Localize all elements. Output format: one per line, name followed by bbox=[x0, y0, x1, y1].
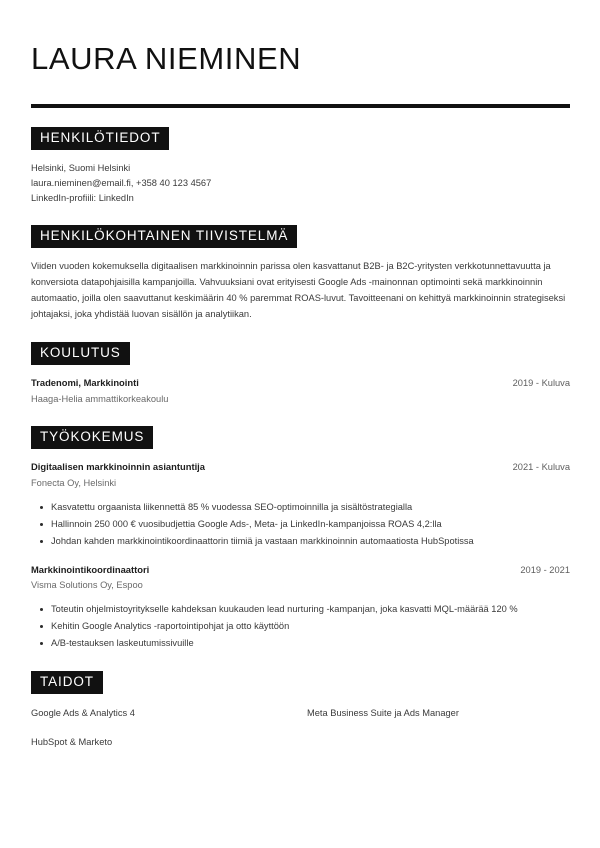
section-experience bbox=[31, 426, 569, 652]
experience-entry bbox=[31, 563, 569, 653]
section-heading-skills: TAIDOT bbox=[31, 671, 103, 694]
experience-entry bbox=[31, 460, 569, 550]
list-item: Kasvatettu orgaanista liikennettä 85 % vuodessa SEO-optimoinnilla ja sisältöstrategialla bbox=[51, 500, 570, 516]
list-item: Johdan kahden markkinointikoordinaattorin tiimiä ja vastaan markkinoinnin automaatiosta HubSpotissa bbox=[51, 534, 570, 550]
experience-job-title: Markkinointikoordinaattori bbox=[31, 563, 150, 575]
skills-row bbox=[31, 735, 570, 750]
experience-entry-head bbox=[31, 460, 570, 475]
skill-item: HubSpot & Marketo bbox=[31, 737, 113, 748]
experience-date: 2021 - Kuluva bbox=[512, 461, 570, 472]
section-contact bbox=[31, 127, 569, 206]
section-heading-experience: TYÖKOKEMUS bbox=[31, 426, 153, 449]
experience-entry-head bbox=[31, 563, 570, 578]
page-title: LAURA NIEMINEN bbox=[31, 41, 302, 76]
section-heading-education: KOULUTUS bbox=[31, 342, 130, 365]
section-heading-summary: HENKILÖKOHTAINEN TIIVISTELMÄ bbox=[31, 225, 297, 248]
skill-item bbox=[307, 735, 583, 750]
list-item: Hallinnoin 250 000 € vuosibudjettia Google Ads-, Meta- ja LinkedIn-kampanjoissa ROAS 4,2:lla bbox=[51, 517, 570, 533]
experience-company: Visma Solutions Oy, Espoo bbox=[31, 580, 143, 591]
section-education bbox=[31, 342, 569, 407]
skill-item: Meta Business Suite ja Ads Manager bbox=[307, 708, 459, 719]
section-skills bbox=[31, 671, 569, 750]
skill-item: Google Ads & Analytics 4 bbox=[31, 708, 135, 719]
experience-bullet-list bbox=[31, 500, 570, 550]
contact-line-location: Helsinki, Suomi Helsinki bbox=[31, 162, 131, 173]
section-summary bbox=[31, 225, 569, 323]
list-item: Kehitin Google Analytics -raportointipohjat ja otto käyttöön bbox=[51, 619, 570, 635]
experience-date: 2019 - 2021 bbox=[520, 564, 570, 575]
section-heading-contact: HENKILÖTIEDOT bbox=[31, 127, 169, 150]
header bbox=[31, 0, 569, 108]
header-divider bbox=[31, 104, 570, 108]
experience-company: Fonecta Oy, Helsinki bbox=[31, 477, 117, 488]
summary-text: Viiden vuoden kokemuksella digitaalisen markkinoinnin parissa olen kasvattanut B2B- ja B2C-yritysten verkkotunnettavuutta ja konversiota datapohjaisilla kampanjoilla. Vahvuuksiani ovat erityisesti Google Ads -mainonnan optimointi sekä markkinoinnin automaatio, joilla olen saavuttanut keskimäärin 40 % paremmat ROAS-luvut. Tavoitteenani on kehittyä markkinoinnin strategiseksi johtajaksi, joka yhdistää luovan sisällön ja analytiikan. bbox=[31, 261, 566, 319]
education-date: 2019 - Kuluva bbox=[512, 378, 570, 389]
contact-details bbox=[31, 161, 569, 206]
experience-bullet-list bbox=[31, 602, 570, 652]
skills-row bbox=[31, 706, 570, 721]
education-entry-head bbox=[31, 376, 570, 391]
education-institution: Haaga-Helia ammattikorkeakoulu bbox=[31, 393, 169, 404]
education-degree: Tradenomi, Markkinointi bbox=[31, 377, 139, 389]
list-item: Toteutin ohjelmistoyritykselle kahdeksan kuukauden lead nurturing -kampanjan, joka kasvatti MQL-määrää 120 % bbox=[51, 602, 570, 618]
skills-grid bbox=[31, 706, 570, 750]
education-entry bbox=[31, 376, 569, 407]
contact-line-linkedin: LinkedIn-profiili: LinkedIn bbox=[31, 192, 134, 203]
list-item: A/B-testauksen laskeutumissivuille bbox=[51, 636, 570, 652]
contact-line-email-phone: laura.nieminen@email.fi, +358 40 123 4567 bbox=[31, 177, 212, 188]
experience-job-title: Digitaalisen markkinoinnin asiantuntija bbox=[31, 460, 205, 472]
